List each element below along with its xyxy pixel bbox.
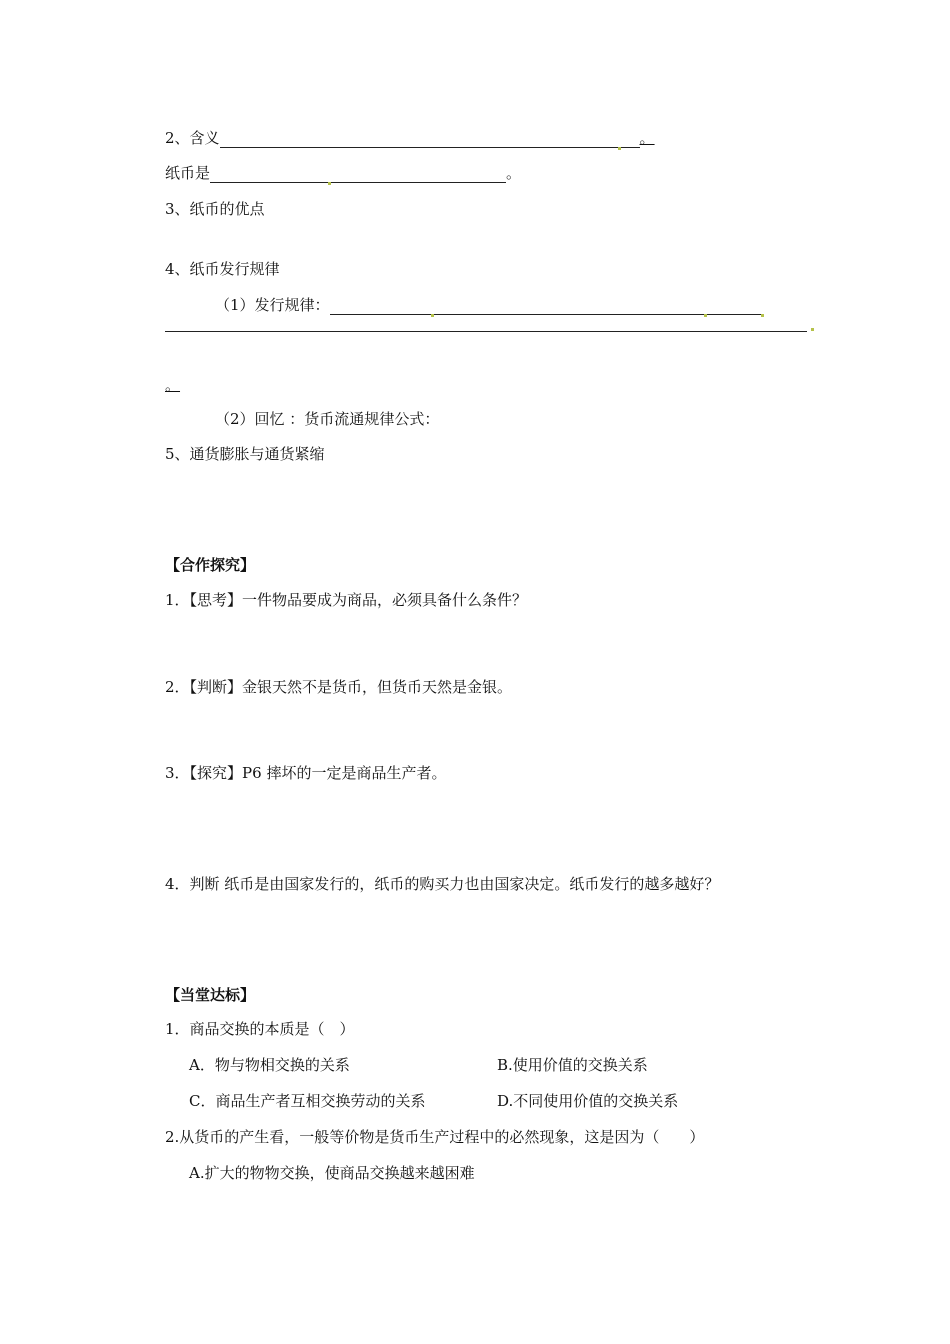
cooperate-heading: 【合作探究】 — [165, 556, 256, 574]
cooperate-q1: 1．【思考】一件物品要成为商品，必须具备什么条件？ — [165, 591, 528, 609]
classwork-q1-option-b[interactable]: B.使用价值的交换关系 — [497, 1056, 648, 1074]
paper-definition-blank[interactable] — [210, 166, 506, 183]
item4-1-end: 。 — [165, 376, 181, 394]
item2-end: 。 — [639, 129, 655, 147]
issue-law-blank-continued[interactable] — [165, 331, 807, 332]
classwork-q1-option-a[interactable]: A．物与物相交换的关系 — [189, 1056, 350, 1074]
classwork-q2-option-a[interactable]: A.扩大的物物交换，使商品交换越来越困难 — [189, 1164, 475, 1182]
issue-law-blank[interactable] — [330, 298, 763, 315]
classwork-q1-option-c[interactable]: C．商品生产者互相交换劳动的关系 — [189, 1092, 426, 1110]
item4-2-line: （2）回忆 ：货币流通规律公式： — [215, 410, 440, 428]
cooperate-q4: 4．判断 纸币是由国家发行的，纸币的购买力也由国家决定。纸币发行的越多越好？ — [165, 875, 720, 893]
classwork-heading: 【当堂达标】 — [165, 986, 256, 1004]
item2-label: 2、含义 — [165, 129, 220, 147]
cooperate-q2: 2．【判断】金银天然不是货币，但货币天然是金银。 — [165, 678, 513, 696]
item4-heading: 4、纸币发行规律 — [165, 260, 280, 278]
item4-1-label: （1）发行规律： — [215, 296, 330, 314]
paper-label: 纸币是 — [165, 164, 211, 182]
item3-heading: 3、纸币的优点 — [165, 200, 265, 218]
paper-definition-line — [165, 163, 521, 183]
classwork-q1-option-d[interactable]: D.不同使用价值的交换关系 — [497, 1092, 679, 1110]
item4-1-line — [215, 295, 763, 315]
cooperate-q3: 3．【探究】P6 摔坏的一定是商品生产者。 — [165, 764, 447, 782]
classwork-q2: 2.从货币的产生看，一般等价物是货币生产过程中的必然现象，这是因为（ ） — [165, 1128, 705, 1146]
item2-line — [165, 128, 655, 148]
paper-end: 。 — [506, 164, 522, 182]
meaning-blank[interactable] — [220, 131, 640, 148]
blank-marker — [811, 328, 814, 331]
classwork-q1: 1．商品交换的本质是（ ） — [165, 1020, 355, 1038]
item5-heading: 5、通货膨胀与通货紧缩 — [165, 445, 325, 463]
